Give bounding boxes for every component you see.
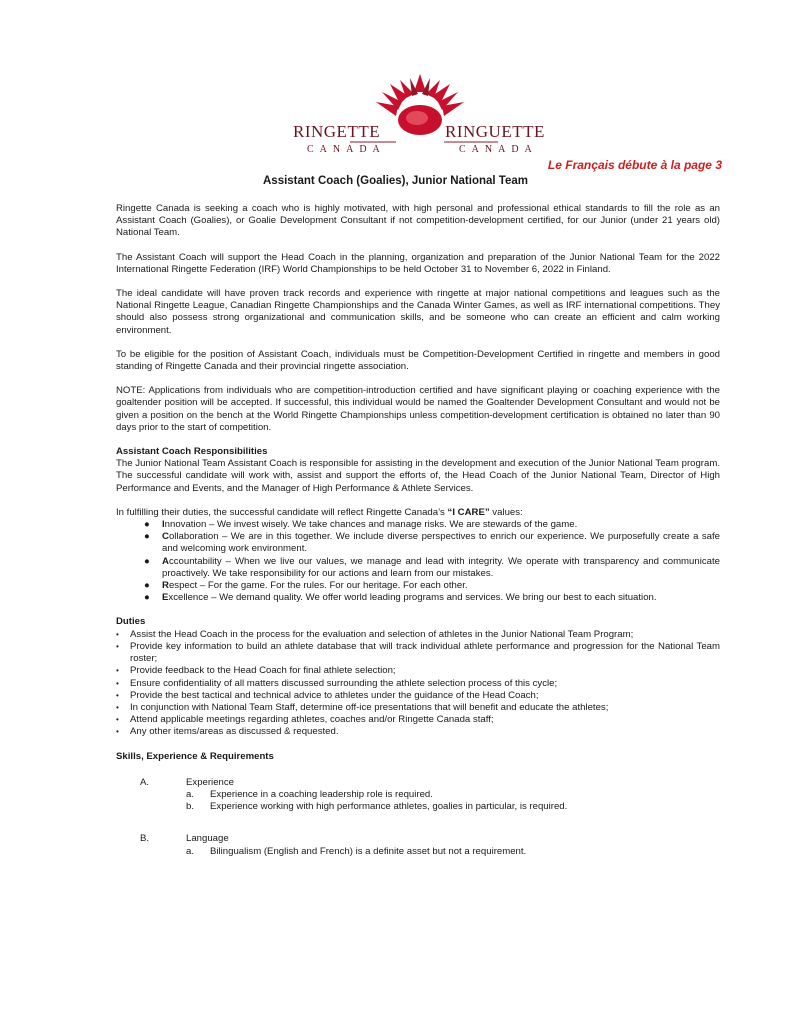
duty-text: Provide feedback to the Head Coach for final athlete selection; <box>130 665 396 677</box>
list-item <box>116 726 720 738</box>
bullet-icon: • <box>116 727 119 737</box>
logo-text-left: RINGETTE <box>293 122 381 141</box>
list-item <box>144 555 720 580</box>
duty-text: Provide key information to build an athlete database that will track individual athlete performance and progression for the National Team roster; <box>130 640 720 665</box>
list-item <box>116 702 720 714</box>
value-text: nnovation – We invest wisely. We take chances and manage risks. We are stewards of the game. <box>164 519 578 531</box>
icare-intro <box>116 507 720 519</box>
bullet-icon: • <box>116 641 119 651</box>
requirement-item <box>116 789 720 801</box>
support-paragraph: The Assistant Coach will support the Head Coach in the planning, organization and preparation of the Junior National Team for the 2022 International Ringette Federation (IRF) World Championships to be held October 31 to November 6, 2022 in Finland. <box>116 251 720 275</box>
list-item <box>144 592 720 604</box>
value-letter: A <box>162 555 169 567</box>
list-item <box>116 678 720 690</box>
eligibility-paragraph: To be eligible for the position of Assistant Coach, individuals must be Competition-Development Certified in ringette and members in good standing of Ringette Canada and their provincial ringette association. <box>116 348 720 373</box>
value-text: espect – For the game. For the rules. For our heritage. For each other. <box>168 580 468 592</box>
requirement-group-experience <box>116 777 720 814</box>
requirement-letter: B. <box>140 833 150 845</box>
requirement-name: Experience <box>186 776 234 788</box>
requirement-letter: A. <box>140 776 150 788</box>
icare-values-list <box>116 519 720 604</box>
responsibilities-text: The Junior National Team Assistant Coach is responsible for assisting in the development and execution of the Junior National Team program. The successful candidate will work with, assist and support the efforts of, the Head Coach of the Junior National Team, Director of High Performance and Events, and the Manager of High Performance & Athlete Services. <box>116 458 720 494</box>
requirement-item <box>116 801 720 813</box>
logo-subtext-right: CANADA <box>459 144 538 155</box>
duty-text: Attend applicable meetings regarding athletes, coaches and/or Ringette Canada staff; <box>130 714 494 726</box>
ringette-canada-logo <box>285 72 555 162</box>
document-body <box>116 203 720 866</box>
icare-intro-bold: “I CARE” <box>447 506 490 518</box>
value-text: ollaboration – We are in this together. We include diverse perspectives to enrich our experience. We purposefully create a safe and welcoming work environment. <box>162 531 720 555</box>
note-paragraph: NOTE: Applications from individuals who are competition-introduction certified and have significant playing or coaching experience with the goaltender position will be accepted. If successful, this individual would be named the Goaltender Development Consultant and would not be given a position on the bench at the World Ringette Championships unless competition-development certification is obtained no later than 90 days prior to the start of competition. <box>116 385 720 433</box>
intro-paragraph: Ringette Canada is seeking a coach who is highly motivated, with high personal and professional ethical standards to fill the role as an Assistant Coach (Goalies), or Goalie Development Consultant if not competition-development certified, for our Junior (under 21 years old) National Team. <box>116 203 720 239</box>
requirement-text: Experience in a coaching leadership role is required. <box>210 788 433 800</box>
bullet-icon: • <box>116 678 119 688</box>
requirement-sub-letter: b. <box>186 801 195 813</box>
bullet-icon: • <box>116 715 119 725</box>
list-item <box>144 580 720 592</box>
logo-text-right: RINGUETTE <box>445 122 545 141</box>
value-letter: R <box>162 580 169 592</box>
french-version-note: Le Français débute à la page 3 <box>547 158 722 172</box>
list-item <box>116 714 720 726</box>
bullet-icon: ● <box>144 592 150 604</box>
duties-list <box>116 629 720 739</box>
bullet-icon: • <box>116 690 119 700</box>
duty-text: Provide the best tactical and technical advice to athletes under the guidance of the Head Coach; <box>130 689 539 701</box>
page-title: Assistant Coach (Goalies), Junior National Team <box>263 175 528 187</box>
requirement-text: Bilingualism (English and French) is a definite asset but not a requirement. <box>210 845 527 857</box>
skills-heading: Skills, Experience & Requirements <box>116 750 274 762</box>
requirement-item <box>116 846 720 858</box>
duty-text: Ensure confidentiality of all matters discussed surrounding the athlete selection process of this cycle; <box>130 677 558 689</box>
duties-heading: Duties <box>116 616 146 628</box>
duty-text: In conjunction with National Team Staff, determine off-ice presentations that will benefit and educate the athletes; <box>130 701 609 713</box>
requirement-group-language <box>116 833 720 857</box>
duty-text: Assist the Head Coach in the process for the evaluation and selection of athletes in the Junior National Team Program; <box>130 628 634 640</box>
bullet-icon: ● <box>144 555 150 567</box>
icare-intro-before: In fulfilling their duties, the successful candidate will reflect Ringette Canada’s <box>116 506 448 518</box>
list-item <box>144 519 720 531</box>
bullet-icon: ● <box>144 580 150 592</box>
bullet-icon: ● <box>144 531 150 543</box>
bullet-icon: • <box>116 702 119 712</box>
value-letter: I <box>162 519 165 531</box>
bullet-icon: ● <box>144 519 150 531</box>
list-item <box>116 690 720 702</box>
value-text: ccountability – When we live our values, we manage and lead with integrity. We operate with transparency and communicate proactively. We take responsibility for our actions and learn from our mistakes. <box>162 555 720 579</box>
duty-text: Any other items/areas as discussed & requested. <box>130 726 339 738</box>
value-letter: C <box>162 531 169 543</box>
requirement-name: Language <box>186 833 229 845</box>
bullet-icon: • <box>116 629 119 639</box>
requirement-sub-letter: a. <box>186 788 195 800</box>
logo-subtext-left: CANADA <box>307 144 386 155</box>
list-item <box>116 641 720 665</box>
list-item <box>144 531 720 555</box>
list-item <box>116 665 720 677</box>
value-text: xcellence – We demand quality. We offer world leading programs and services. We bring our best to each situation. <box>168 592 657 604</box>
list-item <box>116 629 720 641</box>
bullet-icon: • <box>116 666 119 676</box>
responsibilities-heading: Assistant Coach Responsibilities <box>116 446 268 458</box>
requirement-sub-letter: a. <box>186 845 195 857</box>
requirement-text: Experience working with high performance athletes, goalies in particular, is required. <box>210 801 568 813</box>
icare-intro-after: values: <box>489 506 523 518</box>
ideal-candidate-paragraph: The ideal candidate will have proven track records and experience with ringette at major national competitions and leagues such as the National Ringette League, Canadian Ringette Championships and the Canada Winter Games, as well as IRF international competitions. They should also possess strong organizational and communication skills, and be someone who can create an efficient and calm working environment. <box>116 288 720 336</box>
value-letter: E <box>162 592 169 604</box>
